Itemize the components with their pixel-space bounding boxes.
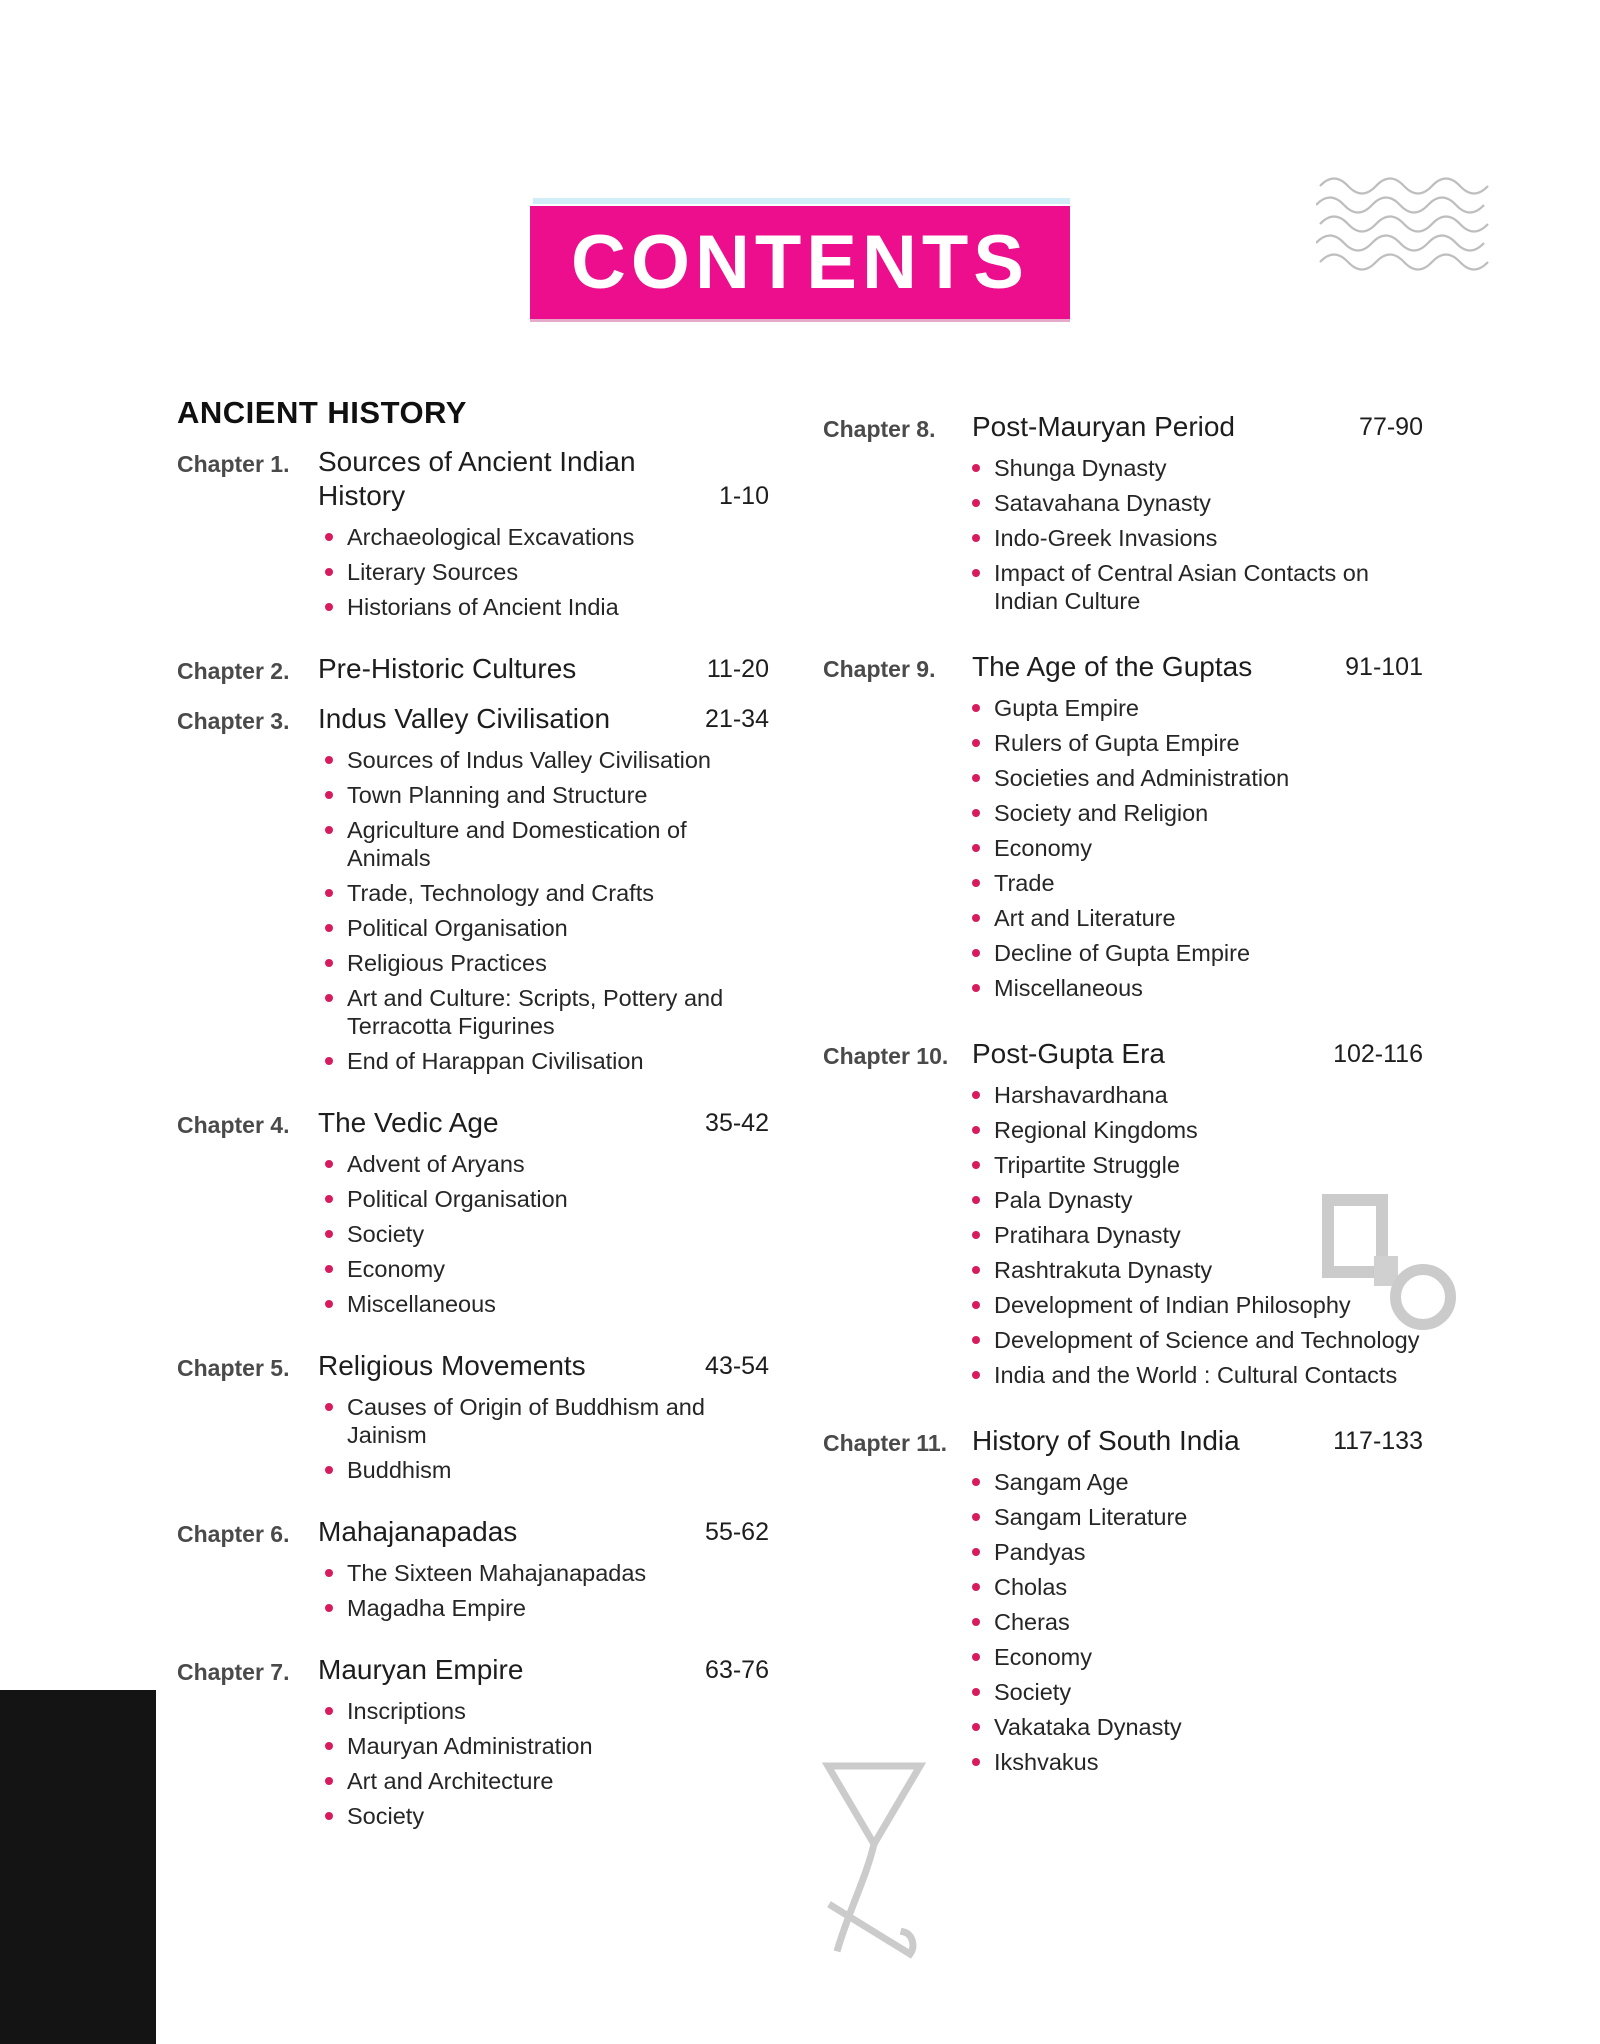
chapter-entry xyxy=(177,1515,769,1637)
bullet-icon xyxy=(325,1707,333,1715)
topic-text: Rashtrakuta Dynasty xyxy=(994,1257,1213,1283)
topic-item xyxy=(972,489,1423,517)
right-chapter-list xyxy=(823,410,1423,1791)
topic-item xyxy=(325,879,769,907)
bullet-icon xyxy=(325,1195,333,1203)
topic-text: Causes of Origin of Buddhism and Jainism xyxy=(347,1394,705,1448)
bullet-icon xyxy=(972,1618,980,1626)
topic-item xyxy=(325,816,769,872)
topic-item xyxy=(972,939,1423,967)
topic-item xyxy=(972,694,1423,722)
topic-item xyxy=(972,834,1423,862)
topic-item xyxy=(972,1151,1423,1179)
chapter-title: Mauryan Empire xyxy=(318,1654,524,1685)
bullet-icon xyxy=(972,1266,980,1274)
topic-text: Ikshvakus xyxy=(994,1749,1099,1775)
topic-text: Society xyxy=(347,1803,425,1829)
bullet-icon xyxy=(325,1604,333,1612)
topic-text: Archaeological Excavations xyxy=(347,524,635,550)
topic-text: End of Harappan Civilisation xyxy=(347,1048,644,1074)
bullet-icon xyxy=(325,1569,333,1577)
chapter-pages: 63-76 xyxy=(705,1656,769,1684)
chapter-title: Mahajanapadas xyxy=(318,1516,518,1547)
chapter-title: Sources of Ancient Indian History xyxy=(318,446,636,511)
topic-list xyxy=(972,454,1423,622)
topic-list xyxy=(318,1559,769,1629)
chapter-entry xyxy=(177,1349,769,1499)
topic-item xyxy=(972,559,1423,615)
bullet-icon xyxy=(325,1777,333,1785)
topic-item xyxy=(325,1290,769,1318)
topic-text: Pandyas xyxy=(994,1539,1086,1565)
left-chapter-list xyxy=(177,445,769,1845)
topic-item xyxy=(325,984,769,1040)
bullet-icon xyxy=(972,809,980,817)
topic-text: Art and Literature xyxy=(994,905,1176,931)
topic-list xyxy=(972,1468,1423,1783)
chapter-label: Chapter 1. xyxy=(177,451,290,477)
bullet-icon xyxy=(972,914,980,922)
bullet-icon xyxy=(972,774,980,782)
bullet-icon xyxy=(325,1812,333,1820)
topic-item xyxy=(972,1678,1423,1706)
bullet-icon xyxy=(972,704,980,712)
bullet-icon xyxy=(325,568,333,576)
topic-item xyxy=(325,1220,769,1248)
topic-item xyxy=(325,1393,769,1449)
topic-text: Sangam Literature xyxy=(994,1504,1188,1530)
bullet-icon xyxy=(972,1231,980,1239)
topic-list xyxy=(318,1393,769,1491)
topic-text: Sources of Indus Valley Civilisation xyxy=(347,747,711,773)
topic-item xyxy=(325,1697,769,1725)
topic-text: Development of Science and Technology xyxy=(994,1327,1420,1353)
topic-item xyxy=(325,1185,769,1213)
topic-item xyxy=(325,1594,769,1622)
circle-outline-icon xyxy=(1390,1264,1456,1330)
topic-text: Advent of Aryans xyxy=(347,1151,525,1177)
topic-text: Religious Practices xyxy=(347,950,547,976)
topic-item xyxy=(325,914,769,942)
bullet-icon xyxy=(972,1301,980,1309)
bullet-icon xyxy=(325,924,333,932)
bullet-icon xyxy=(325,1466,333,1474)
topic-item xyxy=(972,524,1423,552)
topic-text: Indo-Greek Invasions xyxy=(994,525,1218,551)
topic-text: Rulers of Gupta Empire xyxy=(994,730,1240,756)
topic-text: Historians of Ancient India xyxy=(347,594,619,620)
chapter-label: Chapter 10. xyxy=(823,1043,949,1069)
topic-item xyxy=(325,746,769,774)
chapter-pages: 117-133 xyxy=(1333,1427,1423,1455)
topic-item xyxy=(972,1643,1423,1671)
chapter-pages: 21-34 xyxy=(705,705,769,733)
bullet-icon xyxy=(972,949,980,957)
bullet-icon xyxy=(972,1161,980,1169)
chapter-entry xyxy=(177,702,769,1090)
chapter-pages: 1-10 xyxy=(718,482,769,510)
topic-text: Trade xyxy=(994,870,1055,896)
topic-text: Harshavardhana xyxy=(994,1082,1168,1108)
bullet-icon xyxy=(972,1513,980,1521)
hourglass-icon xyxy=(820,1756,930,1971)
chapter-title: Post-Mauryan Period xyxy=(972,411,1236,442)
topic-text: Cheras xyxy=(994,1609,1070,1635)
topic-item xyxy=(972,1538,1423,1566)
chapter-title: The Age of the Guptas xyxy=(972,651,1253,682)
banner-accent-line xyxy=(533,198,1070,204)
topic-item xyxy=(325,523,769,551)
topic-text: Pratihara Dynasty xyxy=(994,1222,1181,1248)
topic-item xyxy=(325,781,769,809)
topic-text: Sangam Age xyxy=(994,1469,1129,1495)
chapter-entry xyxy=(823,410,1423,630)
topic-text: Satavahana Dynasty xyxy=(994,490,1211,516)
chapter-title: Pre-Historic Cultures xyxy=(318,653,577,684)
topic-text: Art and Architecture xyxy=(347,1768,554,1794)
bullet-icon xyxy=(972,739,980,747)
chapter-label: Chapter 6. xyxy=(177,1521,290,1547)
topic-text: Impact of Central Asian Contacts on Indian Culture xyxy=(994,560,1369,614)
topic-text: Political Organisation xyxy=(347,915,568,941)
topic-text: Miscellaneous xyxy=(347,1291,496,1317)
topic-item xyxy=(325,1047,769,1075)
chapter-pages: 55-62 xyxy=(705,1518,769,1546)
chapter-title: The Vedic Age xyxy=(318,1107,499,1138)
square-circle-decoration xyxy=(1318,1186,1528,1356)
topic-text: Societies and Administration xyxy=(994,765,1290,791)
topic-item xyxy=(972,1748,1423,1776)
contents-banner xyxy=(530,206,1070,319)
bullet-icon xyxy=(325,1160,333,1168)
bullet-icon xyxy=(972,1336,980,1344)
topic-item xyxy=(972,1713,1423,1741)
bullet-icon xyxy=(325,1300,333,1308)
topic-item xyxy=(972,764,1423,792)
chapter-label: Chapter 11. xyxy=(823,1430,947,1456)
bullet-icon xyxy=(325,1265,333,1273)
topic-text: Regional Kingdoms xyxy=(994,1117,1198,1143)
toc-left-column xyxy=(177,395,769,1861)
chapter-title: Indus Valley Civilisation xyxy=(318,703,611,734)
wavy-lines-icon xyxy=(1316,174,1496,274)
topic-text: Society xyxy=(994,1679,1072,1705)
bullet-icon xyxy=(325,1403,333,1411)
chapter-entry xyxy=(177,652,769,686)
chapter-pages: 102-116 xyxy=(1333,1040,1423,1068)
bullet-icon xyxy=(972,1583,980,1591)
bullet-icon xyxy=(972,1723,980,1731)
contents-title: CONTENTS xyxy=(571,219,1029,305)
topic-item xyxy=(972,1608,1423,1636)
chapter-pages: 43-54 xyxy=(705,1352,769,1380)
topic-item xyxy=(972,974,1423,1002)
toc-right-column xyxy=(823,410,1423,1811)
topic-text: Trade, Technology and Crafts xyxy=(347,880,654,906)
chapter-title: History of South India xyxy=(972,1425,1240,1456)
chapter-entry xyxy=(177,1653,769,1845)
bullet-icon xyxy=(325,791,333,799)
chapter-pages: 35-42 xyxy=(705,1109,769,1137)
topic-text: Cholas xyxy=(994,1574,1068,1600)
chapter-label: Chapter 8. xyxy=(823,416,936,442)
topic-text: Decline of Gupta Empire xyxy=(994,940,1251,966)
topic-text: Political Organisation xyxy=(347,1186,568,1212)
footer-black-block xyxy=(0,1690,156,2044)
topic-item xyxy=(325,1732,769,1760)
bullet-icon xyxy=(325,994,333,1002)
topic-text: Town Planning and Structure xyxy=(347,782,648,808)
bullet-icon xyxy=(972,534,980,542)
bullet-icon xyxy=(972,1371,980,1379)
topic-item xyxy=(972,1503,1423,1531)
topic-list xyxy=(972,694,1423,1009)
bullet-icon xyxy=(972,499,980,507)
bullet-icon xyxy=(325,959,333,967)
bullet-icon xyxy=(325,889,333,897)
topic-item xyxy=(972,1573,1423,1601)
topic-item xyxy=(972,1361,1423,1389)
chapter-pages: 11-20 xyxy=(706,655,769,683)
bullet-icon xyxy=(325,1742,333,1750)
topic-list xyxy=(318,746,769,1082)
bullet-icon xyxy=(325,603,333,611)
bullet-icon xyxy=(972,1091,980,1099)
topic-item xyxy=(325,1150,769,1178)
chapter-label: Chapter 3. xyxy=(177,708,290,734)
topic-item xyxy=(972,869,1423,897)
bullet-icon xyxy=(972,569,980,577)
bullet-icon xyxy=(972,1758,980,1766)
topic-text: Gupta Empire xyxy=(994,695,1139,721)
topic-text: India and the World : Cultural Contacts xyxy=(994,1362,1398,1388)
bullet-icon xyxy=(325,1230,333,1238)
bullet-icon xyxy=(972,1126,980,1134)
topic-item xyxy=(325,949,769,977)
topic-item xyxy=(972,729,1423,757)
topic-item xyxy=(972,1116,1423,1144)
topic-text: Mauryan Administration xyxy=(347,1733,593,1759)
topic-text: Society xyxy=(347,1221,425,1247)
chapter-label: Chapter 5. xyxy=(177,1355,290,1381)
chapter-entry xyxy=(823,650,1423,1017)
chapter-pages: 77-90 xyxy=(1359,413,1423,441)
topic-text: Society and Religion xyxy=(994,800,1209,826)
topic-text: Vakataka Dynasty xyxy=(994,1714,1182,1740)
topic-text: Development of Indian Philosophy xyxy=(994,1292,1351,1318)
topic-text: Economy xyxy=(347,1256,445,1282)
bullet-icon xyxy=(325,1057,333,1065)
topic-text: Magadha Empire xyxy=(347,1595,526,1621)
bullet-icon xyxy=(972,1478,980,1486)
topic-item xyxy=(972,454,1423,482)
topic-item xyxy=(325,1456,769,1484)
chapter-pages: 91-101 xyxy=(1345,653,1423,681)
ancient-history-heading: ANCIENT HISTORY xyxy=(177,395,467,430)
topic-text: Buddhism xyxy=(347,1457,452,1483)
topic-text: The Sixteen Mahajanapadas xyxy=(347,1560,647,1586)
topic-text: Economy xyxy=(994,835,1092,861)
chapter-title: Post-Gupta Era xyxy=(972,1038,1165,1069)
topic-item xyxy=(972,904,1423,932)
chapter-entry xyxy=(177,445,769,636)
bullet-icon xyxy=(972,879,980,887)
chapter-label: Chapter 7. xyxy=(177,1659,290,1685)
topic-text: Pala Dynasty xyxy=(994,1187,1133,1213)
topic-text: Miscellaneous xyxy=(994,975,1143,1001)
bullet-icon xyxy=(972,1653,980,1661)
topic-text: Inscriptions xyxy=(347,1698,466,1724)
topic-item xyxy=(972,1081,1423,1109)
topic-item xyxy=(325,558,769,586)
topic-text: Agriculture and Domestication of Animals xyxy=(347,817,687,871)
topic-item xyxy=(325,1802,769,1830)
chapter-title: Religious Movements xyxy=(318,1350,586,1381)
bullet-icon xyxy=(972,1548,980,1556)
bullet-icon xyxy=(972,464,980,472)
topic-item xyxy=(325,593,769,621)
topic-item xyxy=(325,1559,769,1587)
topic-text: Literary Sources xyxy=(347,559,519,585)
bullet-icon xyxy=(325,826,333,834)
topic-text: Economy xyxy=(994,1644,1092,1670)
chapter-label: Chapter 9. xyxy=(823,656,936,682)
topic-text: Shunga Dynasty xyxy=(994,455,1167,481)
topic-item xyxy=(972,799,1423,827)
bullet-icon xyxy=(325,756,333,764)
chapter-label: Chapter 2. xyxy=(177,658,290,684)
topic-text: Tripartite Struggle xyxy=(994,1152,1180,1178)
bullet-icon xyxy=(972,844,980,852)
bullet-icon xyxy=(972,1196,980,1204)
bullet-icon xyxy=(972,1688,980,1696)
chapter-entry xyxy=(823,1424,1423,1791)
chapter-entry xyxy=(177,1106,769,1333)
topic-item xyxy=(325,1767,769,1795)
topic-text: Art and Culture: Scripts, Pottery and Terracotta Figurines xyxy=(347,985,724,1039)
topic-list xyxy=(318,1150,769,1325)
bullet-icon xyxy=(972,984,980,992)
topic-item xyxy=(325,1255,769,1283)
topic-list xyxy=(318,1697,769,1837)
bullet-icon xyxy=(325,533,333,541)
chapter-label: Chapter 4. xyxy=(177,1112,290,1138)
topic-list xyxy=(318,523,769,628)
topic-item xyxy=(972,1468,1423,1496)
